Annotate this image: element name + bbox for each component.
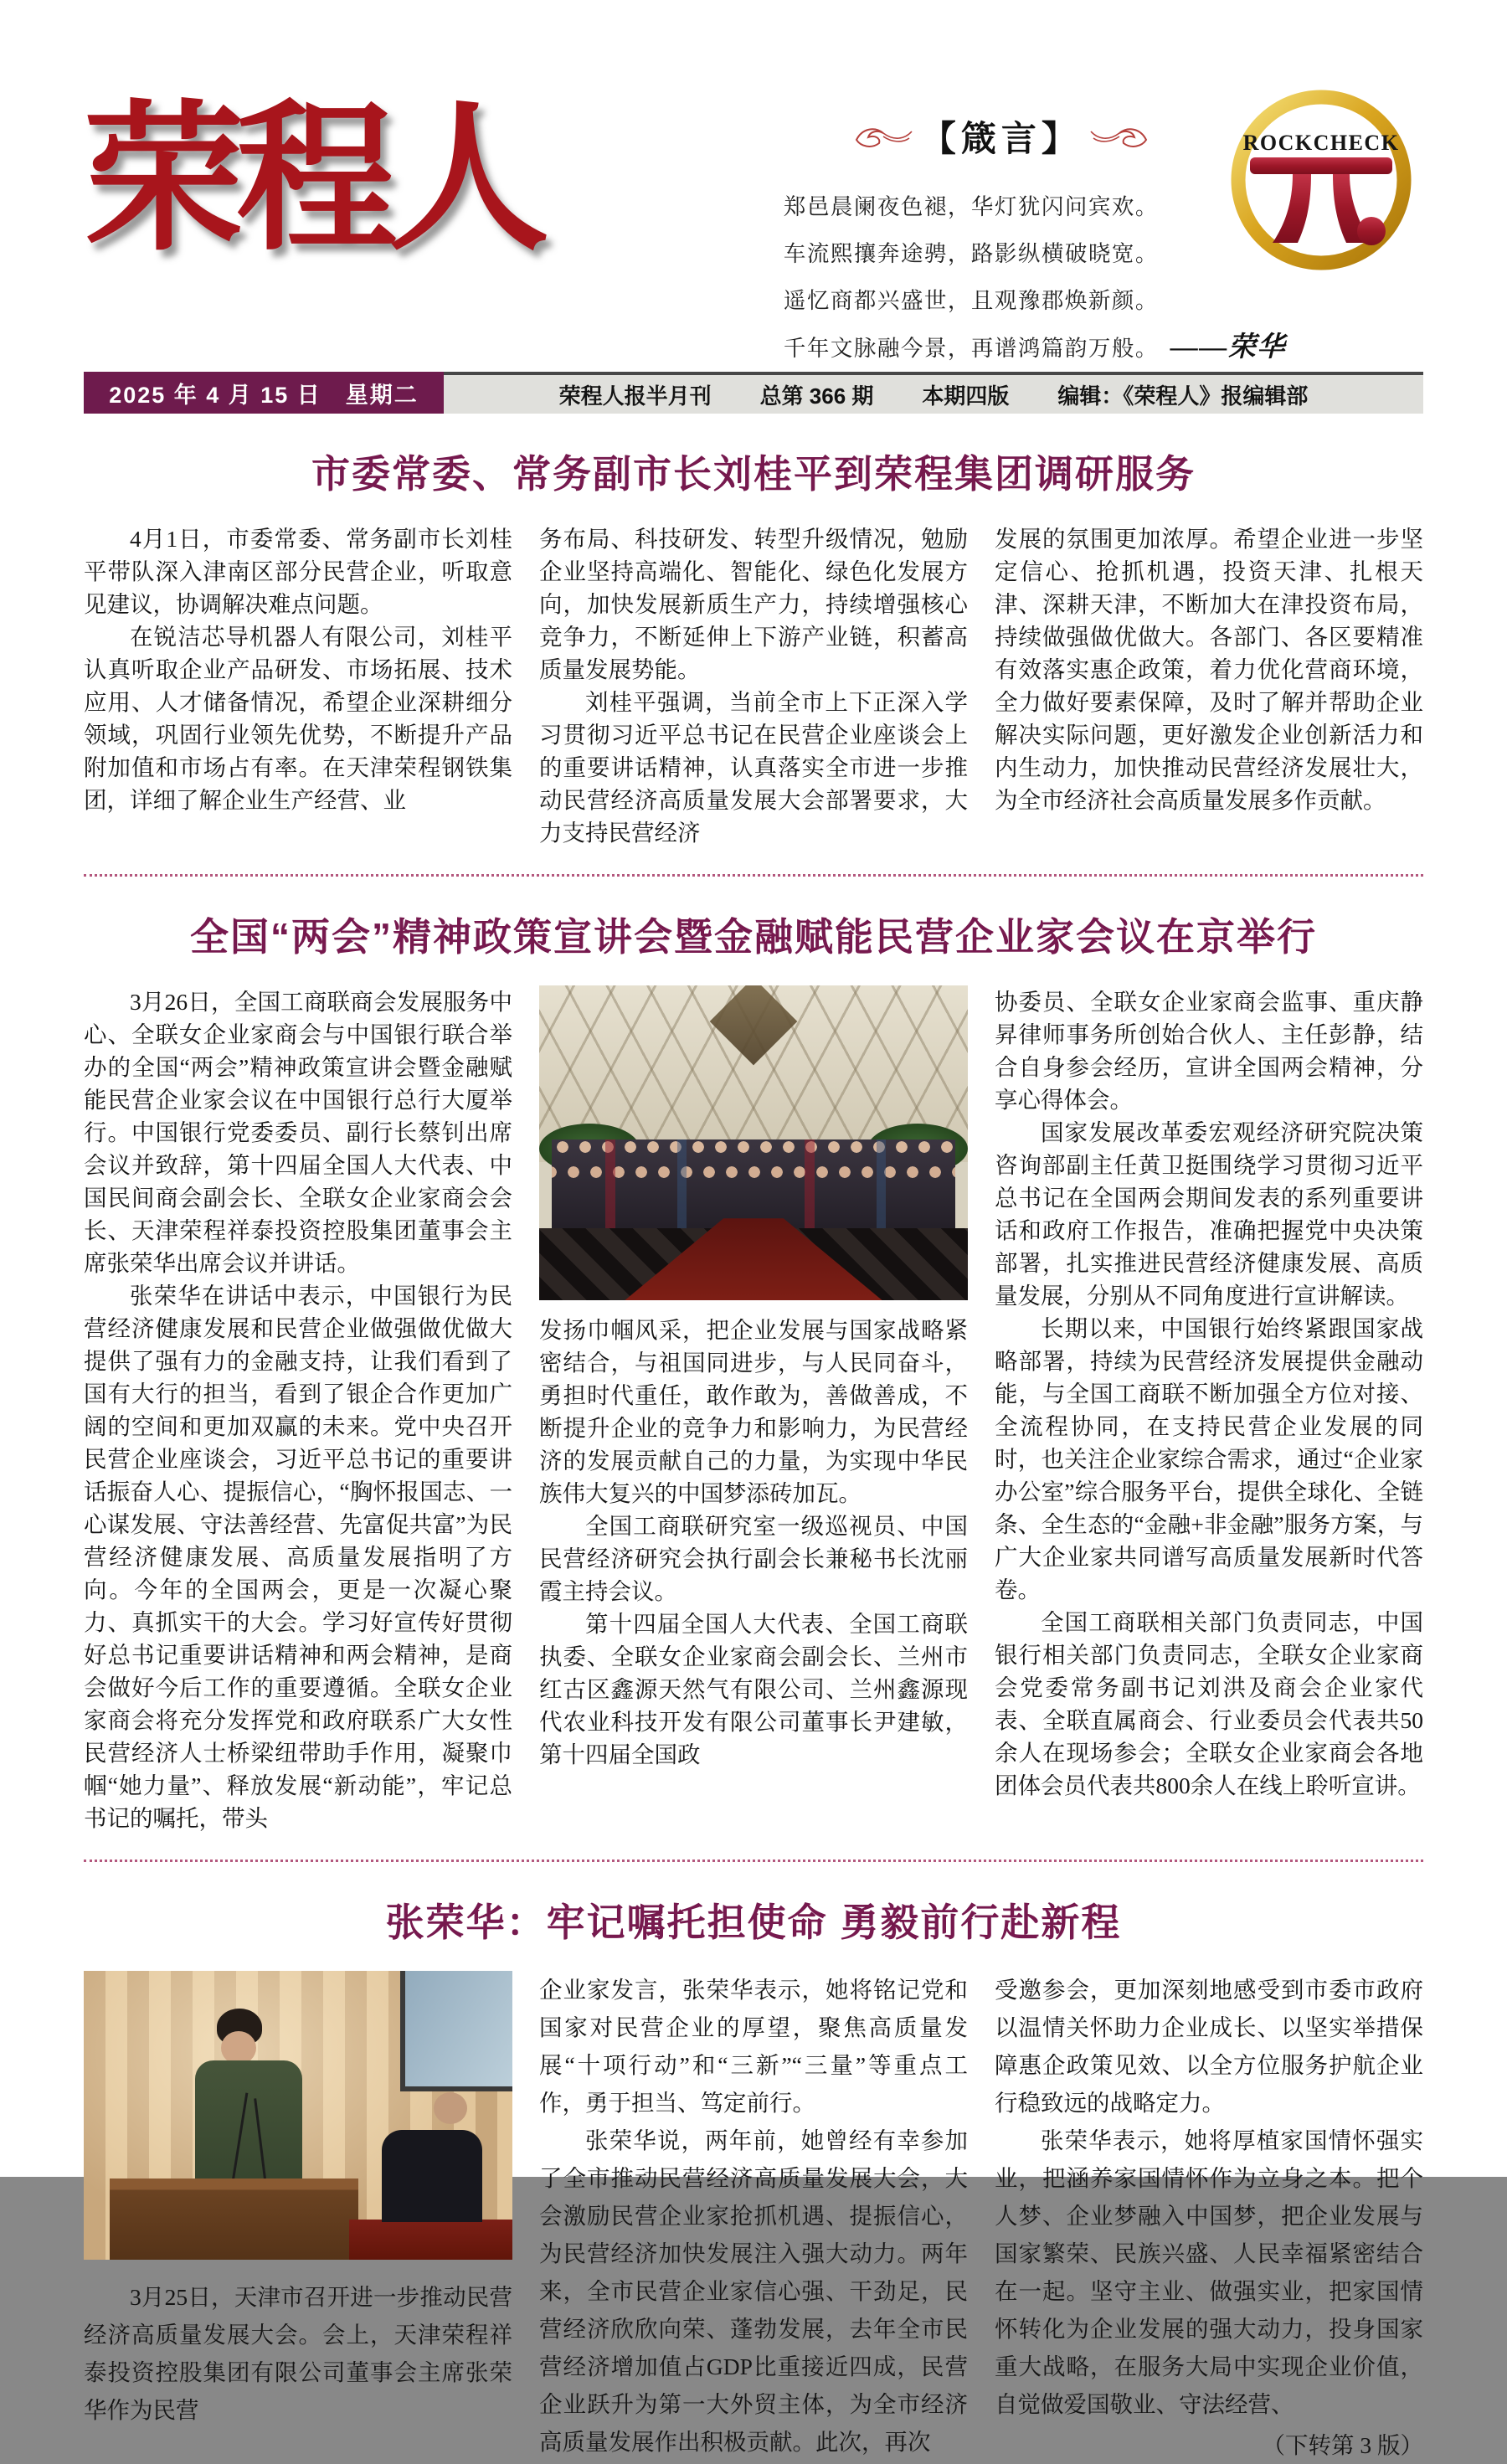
article-1 xyxy=(84,444,1423,849)
section-divider xyxy=(84,874,1423,877)
paragraph: 张荣华说，两年前，她曾经有幸参加了全市推动民营经济高质量发展大会，大会激励民营企业家抢抓机遇、提振信心，为民营经济加快发展注入强大动力。两年来，全市民营企业家信心强、干劲足，民营经济欣欣向荣、蓬勃发展，去年全市民营经济增加值占GDP比重接近四成，民营企业跃升为第一大外贸主体，为全市经济高质量发展作出积极贡献。此次，再次 xyxy=(539,2127,968,2455)
issue-date: 2025 年 4 月 15 日 星期二 xyxy=(84,372,444,414)
issue-info-bar xyxy=(444,372,1423,414)
poem-signature: ——荣华 xyxy=(1170,332,1286,363)
article-3-col-1 xyxy=(84,1971,512,2464)
speaker-photo xyxy=(84,1971,512,2260)
publication-name: 荣程人报半月刊 xyxy=(558,383,712,409)
paragraph: 企业家发言，张荣华表示，她将铭记党和国家对民营企业的厚望，聚焦高质量发展“十项行动”和“三新”“三量”等重点工作，勇于担当、笃定前行。 xyxy=(539,1977,968,2116)
paragraph: 刘桂平强调，当前全市上下正深入学习贯彻习近平总书记在民营企业座谈会上的重要讲话精神，认真落实全市进一步推动民营经济高质量发展大会部署要求，大力支持民营经济 xyxy=(539,689,968,846)
date-bar xyxy=(84,372,1423,414)
paragraph: 国家发展改革委宏观经济研究院决策咨询部副主任黄卫挺围绕学习贯彻习近平总书记在全国两会期间发表的系列重要讲话和政府工作报告，准确把握党中央决策部署，扎实推进民营经济健康发展、高质量发展，分别从不同角度进行宣讲解读。 xyxy=(995,1119,1423,1309)
article-3-col-3 xyxy=(995,1971,1423,2464)
paragraph: 3月25日，天津市召开进一步推动民营经济高质量发展大会。会上，天津荣程祥泰投资控股集团有限公司董事会主席张荣华作为民营 xyxy=(84,2284,512,2423)
poem-line: 车流熙攘奔途骋，路影纵横破晓宽。 xyxy=(783,241,1159,266)
paragraph: 3月26日，全国工商联商会发展服务中心、全联女企业家商会与中国银行联合举办的全国“两会”精神政策宣讲会暨金融赋能民营企业家会议在中国银行总行大厦举行。中国银行党委委员、副行长蔡钊出席会议并致辞，第十四届全国人大代表、中国民间商会副会长、全联女企业家商会会长、天津荣程祥泰投资控股集团董事会主席张荣华出席会议并讲话。 xyxy=(84,989,512,1276)
motto-box xyxy=(783,46,1286,363)
article-1-columns xyxy=(84,522,1423,849)
article-3-columns xyxy=(84,1971,1423,2464)
article-2 xyxy=(84,907,1423,1834)
paragraph: 全国工商联研究室一级巡视员、中国民营经济研究会执行副会长兼秘书长沈丽霞主持会议。 xyxy=(539,1513,968,1604)
paragraph: 在锐洁芯导机器人有限公司，刘桂平认真听取企业产品研发、市场拓展、技术应用、人才储备情况，希望企业深耕细分领域，巩固行业领先优势，不断提升产品附加值和市场占有率。在天津荣程钢铁集团，详细了解企业生产经营、业 xyxy=(84,624,512,813)
rockcheck-logo-icon xyxy=(1222,80,1423,280)
poem-line: 郑邑晨阑夜色褪，华灯犹闪问宾欢。 xyxy=(783,194,1159,219)
logo-brand-text: ROCKCHECK xyxy=(1242,131,1400,155)
paragraph: 全国工商联相关部门负责同志，中国银行相关部门负责同志，全联女企业家商会党委常务副书记刘洪及商会企业家代表、全联直属商会、行业委员会代表共50余人在现场参会；全联女企业家商会各地团体会员代表共800余人在线上聆听宣讲。 xyxy=(995,1609,1423,1798)
masthead-area xyxy=(84,46,1423,363)
photo-guest xyxy=(382,2130,482,2222)
photo-guest-head xyxy=(434,2092,467,2124)
section-divider xyxy=(84,1860,1423,1862)
poem-line-text: 千年文脉融今景，再谱鸿篇韵万般。 xyxy=(783,336,1159,361)
continued-on-page-note: （下转第 3 版） xyxy=(1262,2432,1423,2458)
edition-count: 本期四版 xyxy=(922,383,1010,409)
poem-line xyxy=(783,324,1286,372)
article-2-col-3 xyxy=(995,985,1423,1834)
article-2-col-1 xyxy=(84,985,512,1834)
issue-number: 总第 366 期 xyxy=(759,383,874,409)
article-1-col-3 xyxy=(995,522,1423,849)
article-3-col-2 xyxy=(539,1971,968,2464)
photo-podium xyxy=(110,2179,358,2260)
motto-header xyxy=(784,111,1219,162)
motto-title: 【箴言】 xyxy=(920,121,1082,159)
photo-table xyxy=(349,2220,512,2260)
article-2-headline: 全国“两会”精神政策宣讲会暨金融赋能民营企业家会议在京举行 xyxy=(190,915,1317,959)
article-2-col-2 xyxy=(539,985,968,1834)
company-logo xyxy=(1219,46,1423,352)
article-1-col-2 xyxy=(539,522,968,849)
paragraph: 协委员、全联女企业家商会监事、重庆静昇律师事务所创始合伙人、主任彭静，结合自身参会经历，宣讲全国两会精神，分享心得体会。 xyxy=(995,989,1423,1113)
flourish-right-icon xyxy=(1088,122,1149,151)
photo-attendees xyxy=(552,1139,954,1231)
flourish-left-icon xyxy=(854,122,914,151)
article-1-headline: 市委常委、常务副市长刘桂平到荣程集团调研服务 xyxy=(311,452,1196,496)
paragraph: 长期以来，中国银行始终紧跟国家战略部署，持续为民营经济发展提供金融动能，与全国工商联不断加强全方位对接、全流程协同，在支持民营企业发展的同时，也关注企业家综合需求，通过“企业家办公室”综合服务平台，提供全球化、全链条、全生态的“金融+非金融”服务方案，与广大企业家共同谱写高质量发展新时代答卷。 xyxy=(995,1315,1423,1602)
newspaper-title: 荣程人 xyxy=(84,91,541,270)
article-3 xyxy=(84,1892,1423,2464)
paragraph: 务布局、科技研发、转型升级情况，勉励企业坚持高端化、智能化、绿色化发展方向，加快发展新质生产力，持续增强核心竞争力，不断延伸上下游产业链，积蓄高质量发展势能。 xyxy=(539,526,968,682)
paragraph: 4月1日，市委常委、常务副市长刘桂平带队深入津南区部分民营企业，听取意见建议，协调解决难点问题。 xyxy=(84,526,512,617)
article-1-col-1 xyxy=(84,522,512,849)
paragraph: 张荣华在讲话中表示，中国银行为民营经济健康发展和民营企业做强做优做大提供了强有力的金融支持，让我们看到了国有大行的担当，看到了银企合作更加广阔的空间和更加双赢的未来。党中央召开民营企业座谈会，习近平总书记的重要讲话振奋人心、提振信心，“胸怀报国志、一心谋发展、守法善经营、先富促共富”为民营经济健康发展、高质量发展指明了方向。今年的全国两会，更是一次凝心聚力、真抓实干的大会。学习好宣传好贯彻好总书记重要讲话精神和两会精神，是商会做好今后工作的重要遵循。全联女企业家商会将充分发挥党和政府联系广大女性民营经济人士桥梁纽带助手作用，凝聚巾帼“她力量”、释放发展“新动能”，牢记总书记的嘱托，带头 xyxy=(84,1283,512,1831)
photo-screen xyxy=(400,1971,512,2091)
poem-line: 遥忆商都兴盛世，且观豫郡焕新颜。 xyxy=(783,288,1159,313)
paragraph: 第十四届全国人大代表、全国工商联执委、全联女企业家商会副会长、兰州市红古区鑫源天然气有限公司、兰州鑫源现代农业科技开发有限公司董事长尹建敏，第十四届全国政 xyxy=(539,1611,968,1767)
article-2-columns xyxy=(84,985,1423,1834)
article-3-headline: 张荣华：牢记嘱托担使命 勇毅前行赴新程 xyxy=(385,1901,1122,1944)
paragraph: 发扬巾帼风采，把企业发展与国家战略紧密结合，与祖国同进步，与人民同奋斗，勇担时代重任，敢作敢为，善做善成，不断提升企业的竞争力和影响力，为民营经济的发展贡献自己的力量，为实现中华民族伟大复兴的中国梦添砖加瓦。 xyxy=(539,1317,968,1506)
conference-group-photo xyxy=(539,985,968,1300)
paragraph: 发展的氛围更加浓厚。希望企业进一步坚定信心、抢抓机遇，投资天津、扎根天津、深耕天津，不断加大在津投资布局，持续做强做优做大。各部门、各区要精准有效落实惠企政策，着力优化营商环境，全力做好要素保障，及时了解并帮助企业解决实际问题，更好激发企业创新活力和内生动力，加快推动民营经济发展壮大，为全市经济社会高质量发展多作贡献。 xyxy=(995,526,1423,813)
paragraph: 受邀参会，更加深刻地感受到市委市政府以温情关怀助力企业成长、以坚实举措保障惠企政策见效、以全方位服务护航企业行稳致远的战略定力。 xyxy=(995,1977,1423,2116)
motto-poem xyxy=(783,183,1286,372)
paragraph: 张荣华表示，她将厚植家国情怀强实业，把涵养家国情怀作为立身之本。把个人梦、企业梦融入中国梦，把企业发展与国家繁荣、民族兴盛、人民幸福紧密结合在一起。坚守主业、做强实业，把家国情怀转化为企业发展的强大动力，投身国家重大战略，在服务大局中实现企业价值，自觉做爱国敬业、守法经营、 xyxy=(995,2127,1423,2417)
editor-credit: 编辑：《荣程人》报编辑部 xyxy=(1057,383,1309,409)
